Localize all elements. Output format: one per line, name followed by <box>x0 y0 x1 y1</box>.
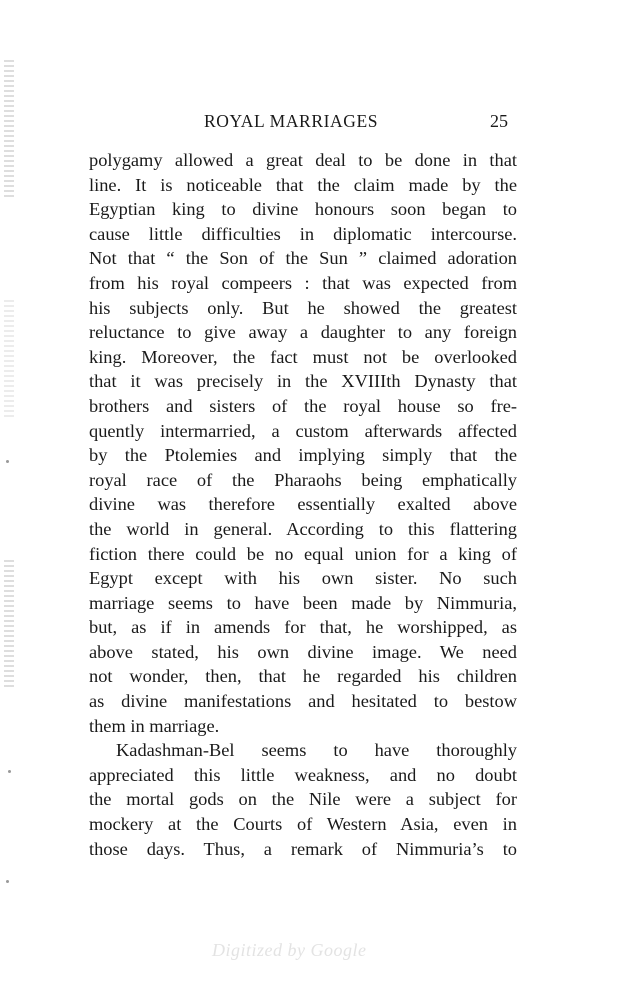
text-line: as divine manifestations and hesitated to bestow <box>89 691 517 712</box>
text-line: above stated, his own divine image. We need <box>89 641 517 662</box>
binding-speck <box>6 880 9 883</box>
text-line: by the Ptolemies and implying simply that the <box>89 445 517 466</box>
text-line: royal race of the Pharaohs being emphatically <box>89 469 517 490</box>
binding-speck <box>6 460 9 463</box>
binding-edge-marks <box>0 40 22 900</box>
running-header-title: ROYAL MARRIAGES <box>204 111 379 131</box>
text-line: that it was precisely in the XVIIIth Dynasty that <box>89 371 517 392</box>
text-line: Egypt except with his own sister. No such <box>89 568 517 589</box>
text-line: quently intermarried, a custom afterwards affected <box>89 420 517 441</box>
text-line-paragraph-end: them in marriage. <box>89 715 220 736</box>
text-line-paragraph-start: Kadashman-Bel seems to have thoroughly <box>116 740 517 761</box>
text-line: brothers and sisters of the royal house so fre- <box>89 395 517 416</box>
text-line: king. Moreover, the fact must not be overlooked <box>89 346 517 367</box>
text-line: mockery at the Courts of Western Asia, even in <box>89 814 517 835</box>
page-number: 25 <box>490 111 508 131</box>
text-line: marriage seems to have been made by Nimmuria, <box>89 592 517 613</box>
text-line: divine was therefore essentially exalted above <box>89 494 517 515</box>
text-line: the mortal gods on the Nile were a subject for <box>89 789 517 810</box>
text-line: Egyptian king to divine honours soon began to <box>89 199 517 220</box>
binding-mark <box>4 60 14 200</box>
text-line: line. It is noticeable that the claim made by the <box>89 174 517 195</box>
text-line: the world in general. According to this flattering <box>89 518 517 539</box>
text-line: but, as if in amends for that, he worshipped, as <box>89 617 517 638</box>
binding-speck <box>8 770 11 773</box>
binding-mark <box>4 300 14 420</box>
text-line: appreciated this little weakness, and no doubt <box>89 764 517 785</box>
text-line: cause little difficulties in diplomatic intercourse. <box>89 223 517 244</box>
text-line: from his royal compeers : that was expected from <box>89 272 517 293</box>
text-line: polygamy allowed a great deal to be done in that <box>89 150 517 170</box>
text-line: not wonder, then, that he regarded his children <box>89 666 517 687</box>
text-line: fiction there could be no equal union for a king of <box>89 543 517 564</box>
text-line: his subjects only. But he showed the greatest <box>89 297 517 318</box>
digitization-watermark: Digitized by Google <box>212 940 367 960</box>
text-line: Not that “ the Son of the Sun ” claimed adoration <box>89 248 517 269</box>
text-line: those days. Thus, a remark of Nimmuria’s to <box>89 838 517 859</box>
text-line: reluctance to give away a daughter to any foreign <box>89 322 517 343</box>
binding-mark <box>4 560 14 690</box>
body-text <box>89 148 517 861</box>
